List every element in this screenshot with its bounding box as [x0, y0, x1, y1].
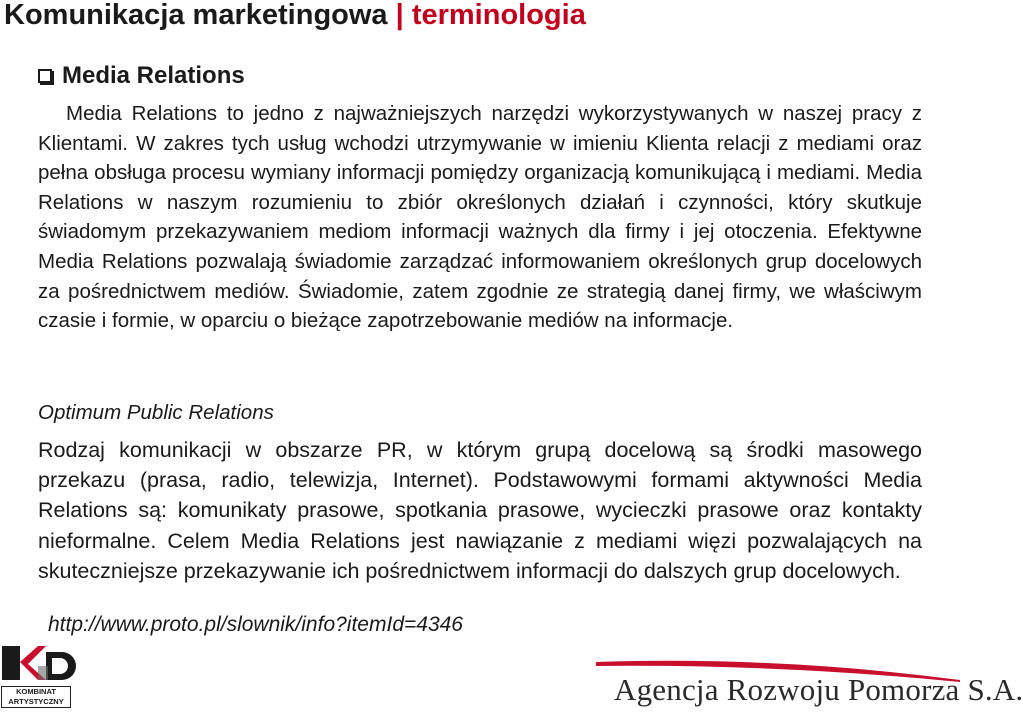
kombinat-logo-mark-icon — [0, 640, 74, 686]
media-relations-paragraph: Media Relations to jedno z najważniejszych narzędzi wykorzystywanych w naszej pracy z Klientami. W zakres tych usług wchodzi utrzymywanie w imieniu Klienta relacji z mediami oraz pełna obsługa procesu wymiany informacji pomiędzy organizacją komunikującą i mediami. Media Relations w naszym rozumieniu to zbiór określonych działań i czynności, który skutkuje świadomym przekazywaniem mediom informacji ważnych dla firmy i jej otoczenia. Efektywne Media Relations pozwalają świadomie zarządzać informowaniem określonych grup docelowych za pośrednictwem mediów. Świadomie, zatem zgodnie ze strategią danej firmy, we właściwym czasie i formie, w oparciu o bieżące zapotrzebowanie mediów na informacje. — [38, 102, 922, 333]
section-heading-text: Media Relations — [62, 62, 245, 89]
definition-paragraph: Rodzaj komunikacji w obszarze PR, w którym grupą docelową są środki masowego przekazu (prasa, radio, telewizja, Internet). Podstawowymi formami aktywności Media Relations są: komunikaty prasowe, spotkania prasowe, wycieczki prasowe oraz kontakty nieformalne. Celem Media Relations jest nawiązanie z mediami więzi pozwalających na skuteczniejsze przekazywanie ich pośrednictwem informacji do dalszych grup docelowych. — [38, 438, 922, 583]
section-heading — [38, 62, 245, 90]
checkbox-bullet-icon — [38, 69, 52, 83]
kombinat-artystyczny-logo — [0, 640, 74, 710]
source-subheading: Optimum Public Relations — [38, 401, 274, 424]
title-accent: terminologia — [411, 0, 586, 31]
title-main: Komunikacja marketingowa — [4, 0, 388, 31]
kombinat-line2: ARTYSTYCZNY — [8, 696, 64, 706]
agencja-rozwoju-pomorza-logo — [596, 652, 1023, 716]
kombinat-line1: KOMBINAT — [16, 687, 56, 696]
agencja-logo-text: Agencja Rozwoju Pomorza S.A. — [614, 672, 1023, 707]
title-separator: | — [395, 0, 404, 31]
kombinat-logo-plate — [1, 686, 71, 708]
source-url-link[interactable]: http://www.proto.pl/slownik/info?itemId=4346 — [48, 613, 463, 636]
page-title — [4, 0, 586, 30]
